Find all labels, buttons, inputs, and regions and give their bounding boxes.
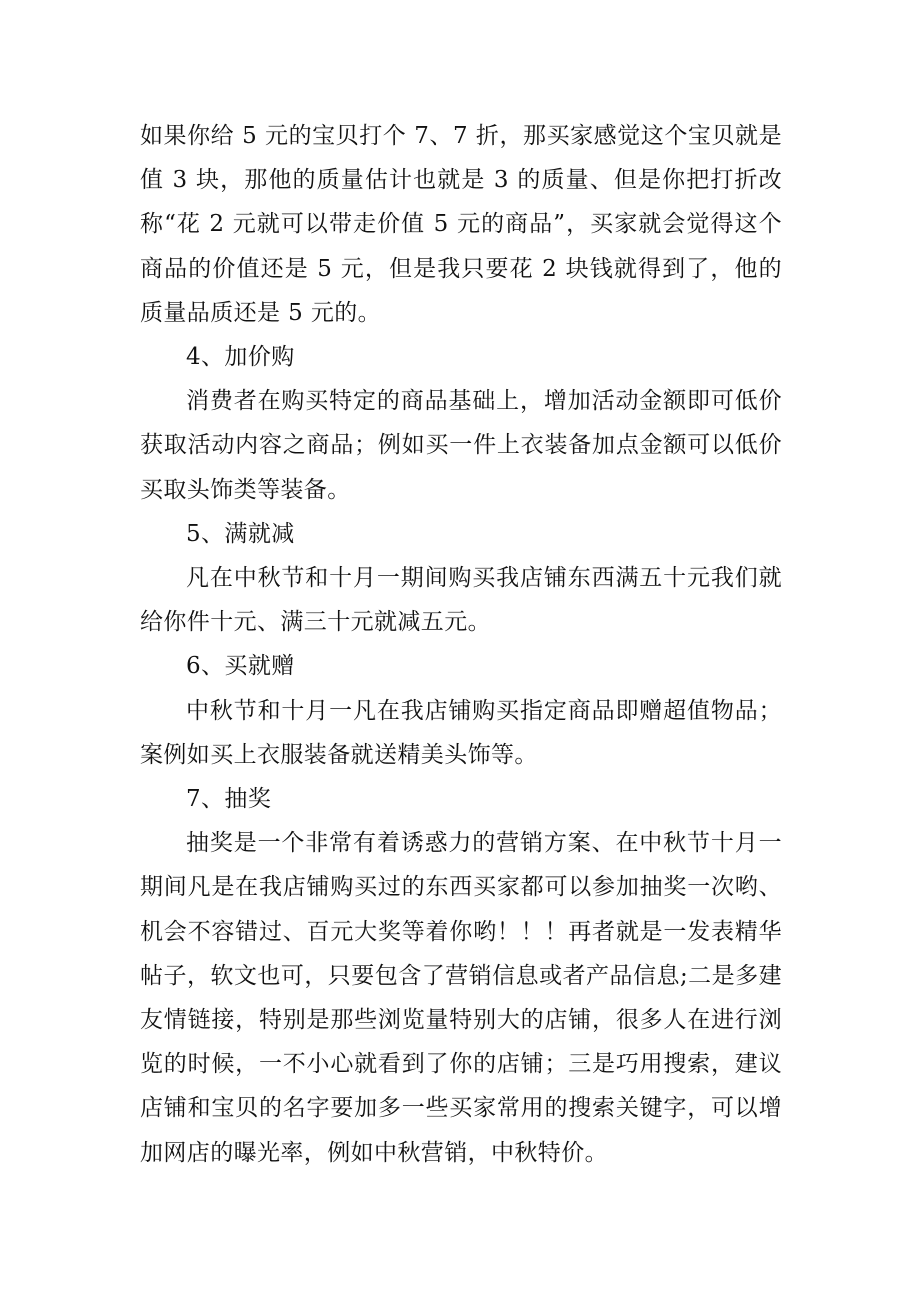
paragraph-spend-and-save: 凡在中秋节和十月一期间购买我店铺东西满五十元我们就给你件十元、满三十元就减五元。 xyxy=(140,565,782,636)
heading-lottery: 7、抽奖 xyxy=(186,786,272,813)
paragraph-buy-and-get-gift: 中秋节和十月一凡在我店铺购买指定商品即赠超值物品；案例如买上衣服装备就送精美头饰等。 xyxy=(140,697,782,768)
paragraph-discount-example: 如果你给 5 元的宝贝打个 7、7 折，那买家感觉这个宝贝就是值 3 块，那他的质量估计也就是 3 的质量、但是你把打折改称“花 2 元就可以带走价值 5 元的商品”，买家就会觉得这个商品的价值还是 5 元，但是我只要花 2 块钱就得到了，他的质量品质还是 5 元的。 xyxy=(140,123,782,326)
document-body xyxy=(140,114,782,1175)
paragraph-add-price-purchase: 消费者在购买特定的商品基础上，增加活动金额即可低价获取活动内容之商品；例如买一件上衣装备加点金额可以低价买取头饰类等装备。 xyxy=(140,388,782,503)
paragraph-lottery: 抽奖是一个非常有着诱惑力的营销方案、在中秋节十月一期间凡是在我店铺购买过的东西买家都可以参加抽奖一次哟、机会不容错过、百元大奖等着你哟！！！再者就是一发表精华帖子，软文也可，只要包含了营销信息或者产品信息;二是多建友情链接，特别是那些浏览量特别大的店铺，很多人在进行浏览的时候，一不小心就看到了你的店铺；三是巧用搜索，建议店铺和宝贝的名字要加多一些买家常用的搜索关键字，可以增加网店的曝光率，例如中秋营销，中秋特价。 xyxy=(140,830,782,1166)
heading-buy-and-get-gift: 6、买就赠 xyxy=(186,653,295,680)
heading-add-price-purchase: 4、加价购 xyxy=(186,344,295,371)
heading-spend-and-save: 5、满就减 xyxy=(186,520,295,547)
